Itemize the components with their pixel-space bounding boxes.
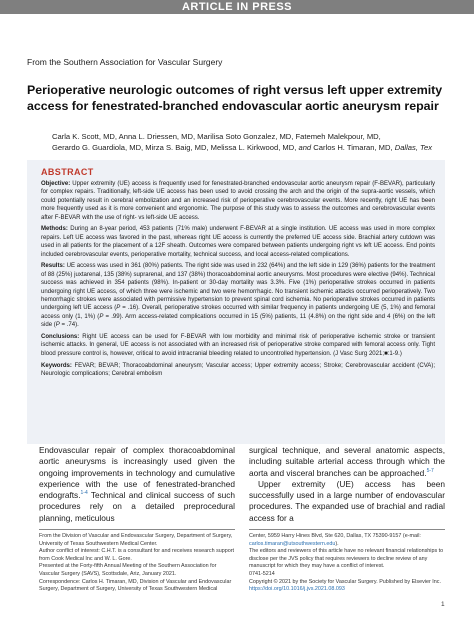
footnote-divider-left (39, 529, 235, 530)
author-last: Carlos H. Timaran, MD, (313, 142, 393, 152)
article-in-press-banner: ARTICLE IN PRESS (0, 0, 474, 14)
address-end: ). (335, 540, 339, 547)
results-text-1: UE access was used in 361 (80%) patients. The right side was used in 232 (64%) and the left side in 129 (36%) patients for the treatment of 88 (25%) juxtarenal, 135 (38%) suprarenal, and 137 (38%) thoracoabdominal aortic aneurysms. Most procedures were elective (94%). Technical success was achieved in 354 patients (98%). In-patient or 30-day mortality was 3.3%. Five (1%) perioperative strokes occurred in patients undergoing right UE access, of which three were ischemic and two were hemorrhagic. No transient ischemic attacks occurred perioperatively. Two hemorrhagic strokes were associated with permissive hypertension to prevent spinal cord ischemia. No perioperative strokes occurred in patients undergoing left UE access ( (41, 263, 435, 312)
page-number: 1 (441, 601, 445, 608)
abstract-results (41, 262, 435, 329)
intro-text-right: surgical technique, and several anatomic aspects, including suitable arterial access through which the aorta and visceral branches can be approached. (249, 445, 445, 478)
reference-link[interactable]: 5-7 (426, 467, 434, 474)
footnote-divider-right (249, 529, 445, 530)
p-value-symbol: P (116, 305, 121, 312)
reference-link[interactable]: 1-4 (80, 490, 88, 497)
author-line-1: Carla K. Scott, MD, Anna L. Driessen, MD, Marilisa Soto Gonzalez, MD, Fatemeh Malekpour, MD, (52, 132, 381, 141)
footnotes-left (39, 533, 235, 594)
body-column-right (249, 445, 445, 524)
abstract-objective (41, 180, 435, 222)
doi-link[interactable]: https://doi.org/10.1016/j.jvs.2021.08.093 (249, 586, 345, 593)
intro-paragraph (39, 445, 235, 524)
footnote-address (249, 533, 445, 548)
author-location: Dallas, Tex (394, 142, 433, 152)
p-value-symbol: P (55, 322, 60, 329)
abstract-heading: ABSTRACT (41, 167, 94, 177)
methods-text: During an 8-year period, 453 patients (71% male) underwent F-BEVAR at a single institution. UE access was used in more complex repairs. Left UE access was favored in the past, whereas right UE access is currently the preferred UE access side. Brachial artery cutdown was used in all patients for the placement of a 12F sheath. Outcomes were compared between patients undergoing right vs left UE access. End points included cerebrovascular events, perioperative mortality, technical success, and local access-related complications. (41, 226, 435, 258)
footnote-copyright: Copyright © 2021 by the Society for Vascular Surgery. Published by Elsevier Inc. (249, 578, 441, 585)
methods-label: Methods: (41, 226, 68, 233)
body-column-left (39, 445, 235, 524)
footnote-conflict: Author conflict of interest: C.H.T. is a consultant for and receives research support from Cook Medical Inc and W. L. Gore. (39, 548, 235, 562)
intro-text-cont: Technical and clinical success of such procedures rely on a detailed preprocedural planning, meticulous (39, 490, 235, 523)
results-text-4: = .74). (59, 322, 79, 329)
footnote-issn: 0741-5214 (249, 570, 275, 577)
footnotes-right (249, 533, 445, 594)
abstract-methods (41, 225, 435, 259)
results-text-3: = .99). Arm access-related complications occurred in 15 (5%) patients, 11 (4.8%) on the right side and 4 (6%) on the left side ( (41, 313, 435, 329)
keywords-text: FEVAR; BEVAR; Thoracoabdominal aneurysm; Vascular access; Upper extremity access; Stroke; Cerebrovascular accident (CVA); Neurologic complications; Cerebral embolism (41, 362, 436, 378)
email-link[interactable]: carlos.timaran@utsouthwestern.edu (249, 540, 336, 547)
intro-text: Endovascular repair of complex thoracoabdominal aortic aneurysms is increasingly used given the ongoing improvements in technology and cumulative experience with the use of fenestrated-branched endografts. (39, 445, 235, 501)
abstract-box (27, 160, 445, 444)
conclusions-text: Right UE access can be used for F-BEVAR with low morbidity and minimal risk of perioperative ischemic stroke or transient ischemic attacks. In general, UE access is not associated with an increased risk of perioperative stroke compared with femoral access only. Tight blood pressure control is, however, critical to avoid intracranial bleeding related to uncontrolled hypertension. (J Vasc Surg 2021;■:1-9.) (41, 334, 435, 357)
author-list (52, 132, 452, 153)
p-value-symbol: P (99, 313, 104, 320)
author-names: Gerardo G. Guardiola, MD, Mirza S. Baig, MD, Melissa L. Kirkwood, MD, (52, 142, 297, 152)
conclusions-label: Conclusions: (41, 334, 80, 341)
objective-label: Objective: (41, 181, 71, 187)
address-text: Center, 5959 Harry Hines Blvd, Ste 620, Dallas, TX 75390-9157 (e-mail: (249, 533, 421, 539)
results-text-2: = .16). Overall, perioperative strokes occurred with similar frequency in patients undergoing UE (5, 1%) and femoral access only (1, 1%) ( (41, 305, 436, 320)
article-title: Perioperative neurologic outcomes of right versus left upper extremity access for fenestrated-branched endovascular aortic aneurysm repair (27, 83, 443, 113)
author-line-2 (52, 143, 452, 154)
abstract-keywords (41, 362, 435, 379)
author-conjunction: and (298, 142, 312, 152)
footnote-presented: Presented at the Forty-fifth Annual Meeting of the Southern Association for Vascular Surgery (SAVS), Scottsdale, Ariz, January 2021. (39, 563, 217, 577)
footnote-editors: The editors and reviewers of this article have no relevant financial relationships to disclose per the JVS policy that requires reviewers to decline review of any manuscript for which they may have a conflict of interest. (249, 548, 444, 570)
society-line: From the Southern Association for Vascular Surgery (27, 57, 223, 67)
abstract-conclusions (41, 333, 435, 358)
results-label: Results: (41, 263, 65, 270)
footnote-correspondence: Correspondence: Carlos H. Timaran, MD, Division of Vascular and Endovascular Surgery, Department of Surgery, University of Texas Southwestern Medical (39, 578, 232, 593)
keywords-label: Keywords: (41, 362, 72, 369)
intro-paragraph-cont (249, 445, 445, 479)
objective-text: Upper extremity (UE) access is frequently used for fenestrated-branched endovascular aortic aneurysm repair (F-BEVAR), particularly for complex repairs. Traditionally, left-side UE access has been used to avoid crossing the arch and the origin of the supra-aortic vessels, which could potentially result in cerebral embolization and an increased risk of perioperative cerebrovascular events. More recently, right UE has been more frequently used as it is more convenient and ergonomic. The purpose of this study was to assess the outcomes and cerebrovascular events after F-BEVAR with the use of right- vs left-side UE access. (41, 181, 435, 221)
footnote-affiliation: From the Division of Vascular and Endovascular Surgery, Department of Surgery, University of Texas Southwestern Medical Center. (39, 533, 233, 547)
ue-access-paragraph: Upper extremity (UE) access has been successfully used in a large number of endovascular procedures. The expanded use of brachial and radial access for a (249, 478, 445, 523)
